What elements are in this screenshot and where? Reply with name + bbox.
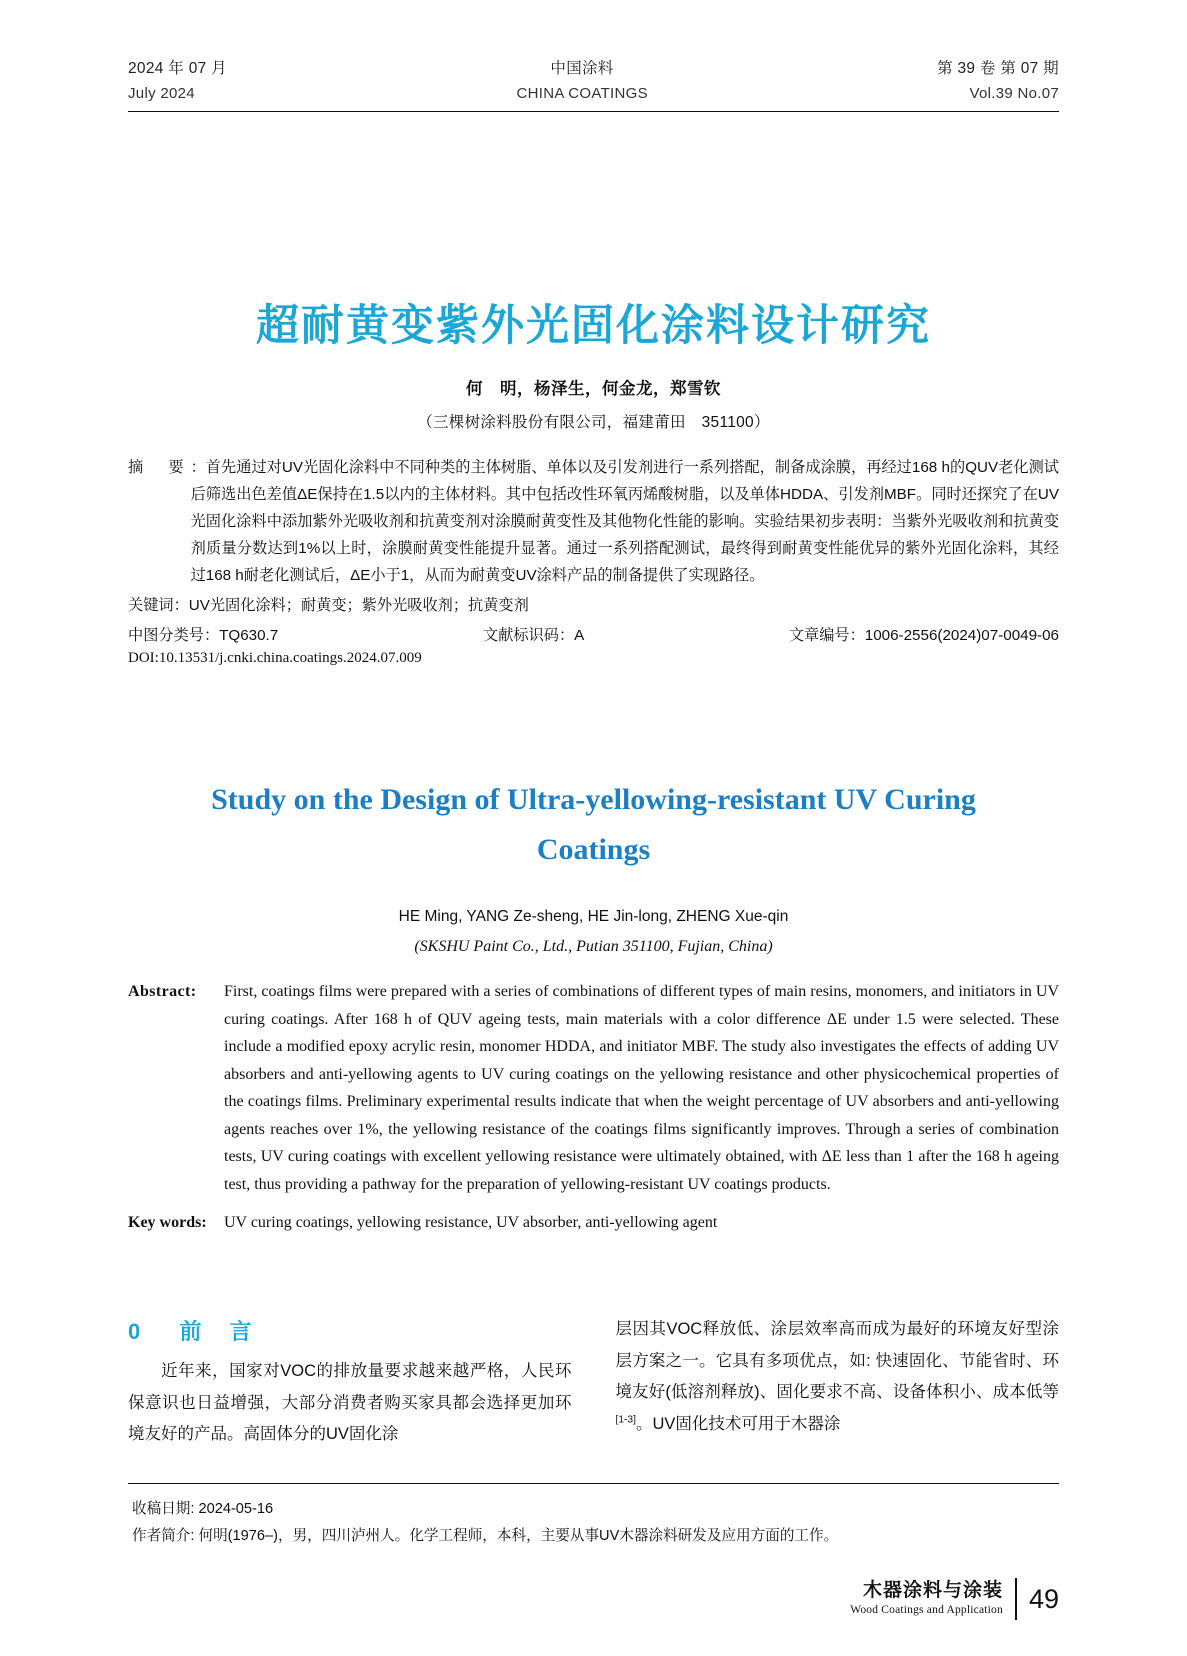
running-head-row-cn	[128, 56, 1059, 78]
footer-section-name-en: Wood Coatings and Application	[850, 1604, 1003, 1617]
clc-number: 中图分类号：TQ630.7	[128, 627, 279, 645]
document-code: 文献标识码：A	[483, 627, 585, 645]
keywords-cn: 关键词：UV光固化涂料；耐黄变；紫外光吸收剂；抗黄变剂	[128, 597, 529, 615]
abstract-text-cn: ：首先通过对UV光固化涂料中不同种类的主体树脂、单体以及引发剂进行一系列搭配，制备成涂膜，再经过168 h的QUV老化测试后筛选出色差值ΔE保持在1.5以内的主体材料。其中包括改性环氧丙烯酸树脂，以及单体HDDA、引发剂MBF。同时还探究了在UV光固化涂料中添加紫外光吸收剂和抗黄变剂对涂膜耐黄变性及其他物化性能的影响。实验结果初步表明：当紫外光吸收剂和抗黄变剂质量分数达到1%以上时，涂膜耐黄变性能提升显著。通过一系列搭配测试，最终得到耐黄变性能优异的紫外光固化涂料，其经过168 h耐老化测试后，ΔE小于1，从而为耐黄变UV涂料产品的制备提供了实现路径。	[190, 459, 1059, 585]
footer-divider-bar	[1015, 1578, 1017, 1620]
author-bio: 作者简介: 何明(1976–)，男，四川泸州人。化学工程师，本科，主要从事UV木器涂料研发及应用方面的工作。	[132, 1528, 839, 1545]
running-head-volume-cn: 第 39 卷 第 07 期	[937, 60, 1059, 77]
body-paragraph-right-part2: 。UV固化技术可用于木器涂	[635, 1414, 841, 1433]
journal-page	[0, 56, 1187, 1656]
section-number: 0	[128, 1318, 144, 1344]
running-head-journal-cn: 中国涂料	[550, 60, 614, 77]
running-head-volume-en: Vol.39 No.07	[969, 85, 1059, 102]
abstract-label-en: Abstract:	[128, 983, 197, 1001]
footer-section-name	[850, 1580, 1003, 1617]
affiliation-cn: （三棵树涂料股份有限公司，福建莆田 351100）	[417, 414, 770, 431]
body-column-right	[616, 1314, 1060, 1451]
article-id: 文章编号：1006-2556(2024)07-0049-06	[788, 627, 1059, 645]
affiliation-en: (SKSHU Paint Co., Ltd., Putian 351100, Fujian, China)	[414, 938, 773, 956]
footer-section-name-cn: 木器涂料与涂装	[862, 1580, 1003, 1602]
body-paragraph-right-part1: 层因其VOC释放低、涂层效率高而成为最好的环境友好型涂层方案之一。它具有多项优点，如: 快速固化、节能省时、环境友好(低溶剂释放)、固化要求不高、设备体积小、成本低等	[615, 1319, 1059, 1402]
authors-en: HE Ming, YANG Ze-sheng, HE Jin-long, ZHENG Xue-qin	[398, 908, 789, 926]
body-column-left	[128, 1356, 572, 1451]
running-head-divider	[128, 111, 1059, 112]
running-head	[128, 56, 1059, 112]
running-head-journal-en: CHINA COATINGS	[516, 85, 648, 102]
page-title-cn: 超耐黄变紫外光固化涂料设计研究	[256, 302, 931, 350]
running-head-date-cn: 2024 年 07 月	[128, 60, 227, 77]
body-paragraph-right	[616, 1314, 1060, 1441]
citation-ref: [1-3]	[615, 1414, 636, 1426]
classification-row-cn	[128, 622, 1059, 649]
footnote-divider	[128, 1483, 1059, 1484]
keywords-en	[128, 1209, 1059, 1237]
abstract-text-en: First, coatings films were prepared with a series of combinations of different types of main resins, monomers, and initiators in UV curing coatings. After 168 h of QUV ageing tests, main materials with a color difference ΔE under 1.5 were selected. These include a modified epoxy acrylic resin, monomer HDDA, and initiator MBF. The study also investigates the effects of adding UV absorbers and anti-yellowing agents to UV curing coatings on the yellowing resistance and other physicochemical properties of the coatings films. Preliminary experimental results indicate that when the weight percentage of UV absorbers and anti-yellowing agents reaches over 1%, the yellowing resistance of the coatings films significantly improves. Through a series of combination tests, UV curing coatings with excellent yellowing resistance were ultimately obtained, with ΔE less than 1 after the 168 h ageing test, thus providing a pathway for the preparation of yellowing-resistant UV coatings products.	[224, 983, 1059, 1193]
running-head-date-en: July 2024	[128, 85, 195, 102]
body-paragraph-left: 近年来，国家对VOC的排放量要求越来越严格，人民环保意识也日益增强，大部分消费者购买家具都会选择更加环境友好的产品。高固体分的UV固化涂	[128, 1361, 572, 1444]
doi: DOI:10.13531/j.cnki.china.coatings.2024.07.009	[128, 650, 422, 667]
abstract-cn	[128, 454, 1059, 589]
abstract-en	[128, 978, 1059, 1198]
keywords-text-en: UV curing coatings, yellowing resistance, UV absorber, anti-yellowing agent	[224, 1214, 718, 1232]
page-title-en: Study on the Design of Ultra-yellowing-resistant UV Curing Coatings	[211, 783, 976, 866]
running-head-row-en	[128, 85, 1059, 102]
section-title: 前 言	[179, 1318, 255, 1344]
abstract-label-cn: 摘 要	[128, 459, 189, 476]
keywords-label-en: Key words:	[128, 1214, 207, 1232]
footnotes	[132, 1496, 1059, 1550]
received-date: 收稿日期: 2024-05-16	[132, 1501, 274, 1518]
page-footer	[850, 1578, 1059, 1620]
page-number: 49	[1028, 1583, 1059, 1614]
authors-cn: 何 明，杨泽生，何金龙，郑雪钦	[466, 380, 721, 398]
